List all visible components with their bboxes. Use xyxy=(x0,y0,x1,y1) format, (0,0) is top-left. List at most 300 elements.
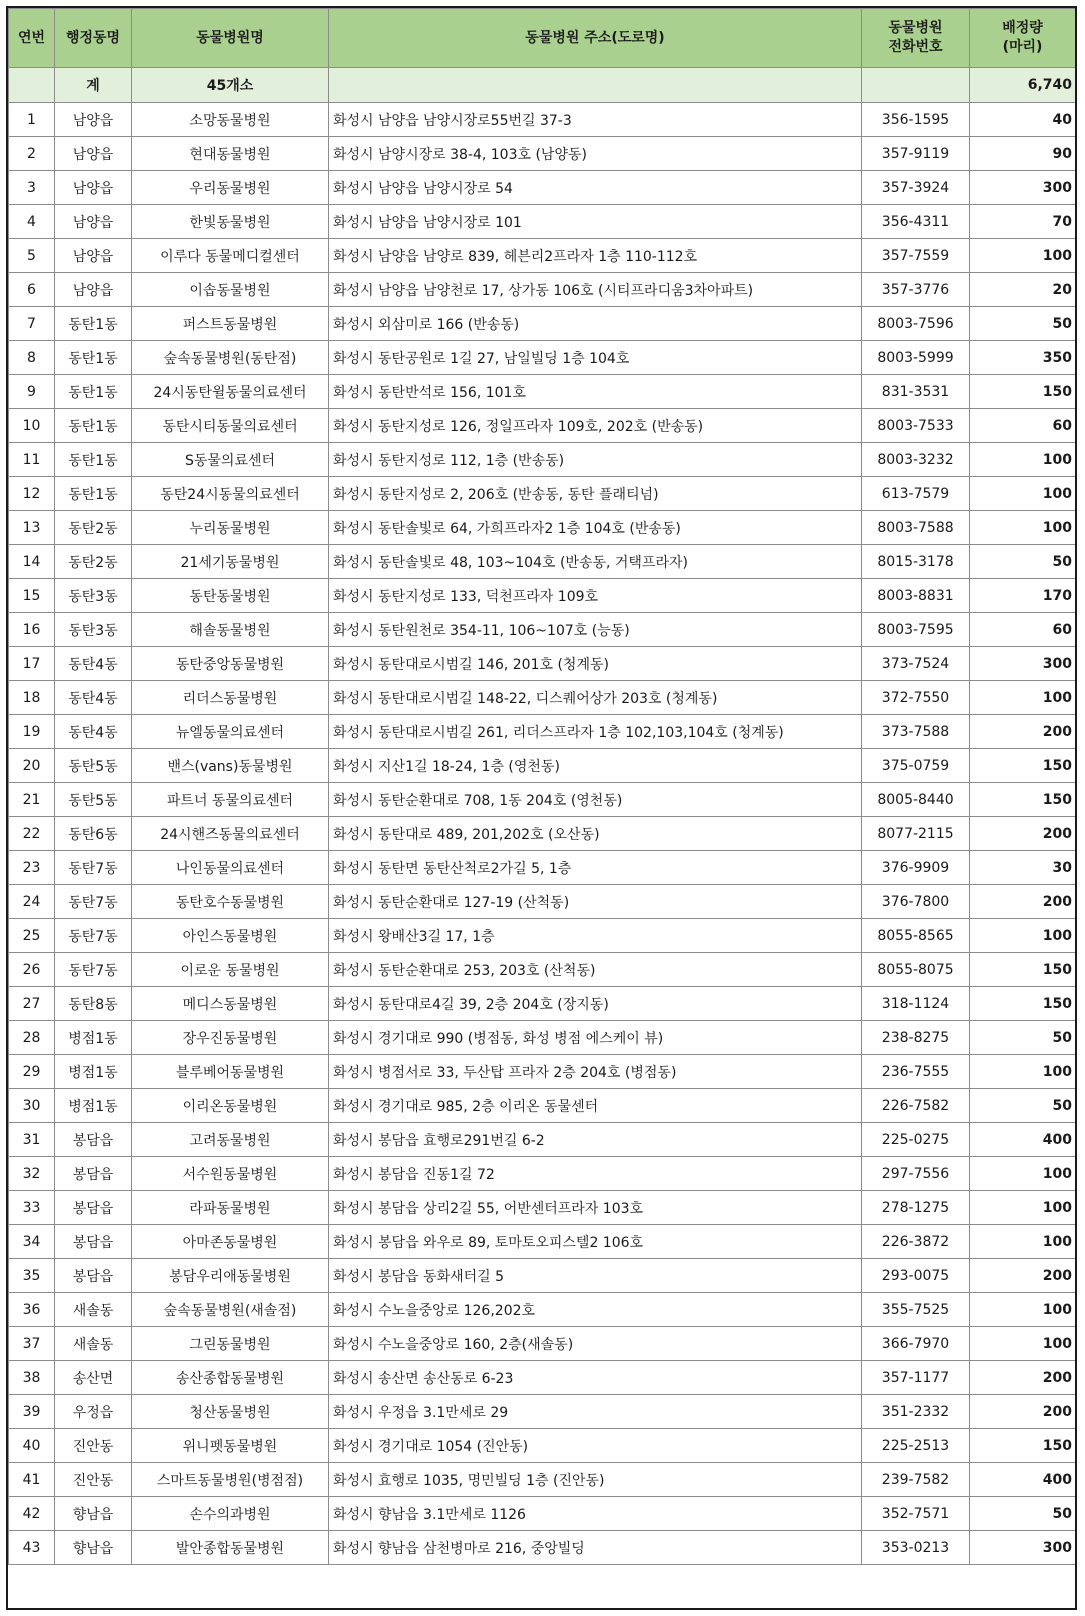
cell-hospital-name: 서수원동물병원 xyxy=(132,1157,329,1191)
table-row xyxy=(9,1531,1076,1565)
cell-hospital-name: 현대동물병원 xyxy=(132,137,329,171)
table-row xyxy=(9,681,1076,715)
cell-no: 43 xyxy=(9,1531,55,1565)
cell-address: 화성시 동탄대로시범길 148-22, 디스퀘어상가 203호 (청계동) xyxy=(329,681,862,715)
table-row xyxy=(9,1191,1076,1225)
header-qty-line2: (마리) xyxy=(1002,39,1043,55)
cell-tel: 8005-8440 xyxy=(862,783,970,817)
cell-no: 23 xyxy=(9,851,55,885)
cell-tel: 293-0075 xyxy=(862,1259,970,1293)
table-row xyxy=(9,1463,1076,1497)
header-qty xyxy=(970,9,1076,68)
table-row xyxy=(9,987,1076,1021)
cell-quantity: 100 xyxy=(970,443,1076,477)
cell-tel: 297-7556 xyxy=(862,1157,970,1191)
cell-hospital-name: S동물의료센터 xyxy=(132,443,329,477)
cell-no: 34 xyxy=(9,1225,55,1259)
cell-dong: 동탄4동 xyxy=(55,715,132,749)
table-row xyxy=(9,1259,1076,1293)
cell-dong: 동탄1동 xyxy=(55,409,132,443)
cell-no: 24 xyxy=(9,885,55,919)
table-row xyxy=(9,103,1076,137)
table-row xyxy=(9,579,1076,613)
cell-no: 41 xyxy=(9,1463,55,1497)
cell-tel: 8003-7595 xyxy=(862,613,970,647)
table-row xyxy=(9,137,1076,171)
cell-quantity: 60 xyxy=(970,409,1076,443)
table-row xyxy=(9,783,1076,817)
table-row xyxy=(9,919,1076,953)
table-row xyxy=(9,375,1076,409)
cell-tel: 8003-5999 xyxy=(862,341,970,375)
cell-address: 화성시 왕배산3길 17, 1층 xyxy=(329,919,862,953)
cell-no: 28 xyxy=(9,1021,55,1055)
cell-dong: 남양읍 xyxy=(55,239,132,273)
cell-quantity: 100 xyxy=(970,511,1076,545)
cell-address: 화성시 지산1길 18-24, 1층 (영천동) xyxy=(329,749,862,783)
cell-address: 화성시 경기대로 985, 2층 이리온 동물센터 xyxy=(329,1089,862,1123)
cell-dong: 동탄3동 xyxy=(55,613,132,647)
total-count: 45개소 xyxy=(132,68,329,103)
cell-dong: 병점1동 xyxy=(55,1055,132,1089)
cell-hospital-name: 밴스(vans)동물병원 xyxy=(132,749,329,783)
cell-tel: 357-7559 xyxy=(862,239,970,273)
cell-quantity: 100 xyxy=(970,239,1076,273)
cell-no: 1 xyxy=(9,103,55,137)
cell-dong: 동탄4동 xyxy=(55,647,132,681)
cell-tel: 225-0275 xyxy=(862,1123,970,1157)
cell-hospital-name: 숲속동물병원(동탄점) xyxy=(132,341,329,375)
cell-hospital-name: 손수의과병원 xyxy=(132,1497,329,1531)
cell-quantity: 300 xyxy=(970,171,1076,205)
cell-dong: 향남읍 xyxy=(55,1531,132,1565)
cell-quantity: 100 xyxy=(970,477,1076,511)
cell-quantity: 100 xyxy=(970,681,1076,715)
cell-quantity: 200 xyxy=(970,817,1076,851)
cell-hospital-name: 숲속동물병원(새솔점) xyxy=(132,1293,329,1327)
table-row xyxy=(9,1327,1076,1361)
cell-hospital-name: 고려동물병원 xyxy=(132,1123,329,1157)
cell-address: 화성시 동탄순환대로 127-19 (산척동) xyxy=(329,885,862,919)
cell-quantity: 150 xyxy=(970,987,1076,1021)
cell-no: 4 xyxy=(9,205,55,239)
header-tel xyxy=(862,9,970,68)
table-row xyxy=(9,273,1076,307)
cell-dong: 새솔동 xyxy=(55,1293,132,1327)
cell-tel: 353-0213 xyxy=(862,1531,970,1565)
cell-quantity: 150 xyxy=(970,375,1076,409)
cell-hospital-name: 나인동물의료센터 xyxy=(132,851,329,885)
cell-address: 화성시 효행로 1035, 명민빌딩 1층 (진안동) xyxy=(329,1463,862,1497)
cell-hospital-name: 뉴엘동물의료센터 xyxy=(132,715,329,749)
table-row xyxy=(9,1021,1076,1055)
table-row xyxy=(9,1395,1076,1429)
cell-address: 화성시 동탄순환대로 708, 1동 204호 (영천동) xyxy=(329,783,862,817)
cell-dong: 동탄5동 xyxy=(55,783,132,817)
cell-hospital-name: 스마트동물병원(병점점) xyxy=(132,1463,329,1497)
cell-address: 화성시 동탄공원로 1길 27, 남일빌딩 1층 104호 xyxy=(329,341,862,375)
cell-hospital-name: 메디스동물병원 xyxy=(132,987,329,1021)
cell-hospital-name: 우리동물병원 xyxy=(132,171,329,205)
cell-tel: 366-7970 xyxy=(862,1327,970,1361)
table-row xyxy=(9,1055,1076,1089)
cell-address: 화성시 봉담읍 와우로 89, 토마토오피스텔2 106호 xyxy=(329,1225,862,1259)
cell-dong: 동탄1동 xyxy=(55,477,132,511)
cell-dong: 남양읍 xyxy=(55,103,132,137)
header-name: 동물병원명 xyxy=(132,9,329,68)
cell-quantity: 20 xyxy=(970,273,1076,307)
cell-no: 32 xyxy=(9,1157,55,1191)
cell-no: 15 xyxy=(9,579,55,613)
cell-tel: 357-3776 xyxy=(862,273,970,307)
cell-hospital-name: 아마존동물병원 xyxy=(132,1225,329,1259)
cell-tel: 356-1595 xyxy=(862,103,970,137)
cell-hospital-name: 발안종합동물병원 xyxy=(132,1531,329,1565)
cell-no: 37 xyxy=(9,1327,55,1361)
cell-hospital-name: 이루다 동물메디컬센터 xyxy=(132,239,329,273)
cell-quantity: 150 xyxy=(970,1429,1076,1463)
cell-no: 29 xyxy=(9,1055,55,1089)
cell-tel: 236-7555 xyxy=(862,1055,970,1089)
cell-dong: 봉담읍 xyxy=(55,1123,132,1157)
cell-no: 14 xyxy=(9,545,55,579)
total-address xyxy=(329,68,862,103)
cell-no: 18 xyxy=(9,681,55,715)
table-row xyxy=(9,1361,1076,1395)
cell-quantity: 50 xyxy=(970,307,1076,341)
header-dong: 행정동명 xyxy=(55,9,132,68)
cell-quantity: 200 xyxy=(970,715,1076,749)
cell-quantity: 30 xyxy=(970,851,1076,885)
table-row xyxy=(9,477,1076,511)
table-row xyxy=(9,1429,1076,1463)
cell-address: 화성시 수노을중앙로 160, 2층(새솔동) xyxy=(329,1327,862,1361)
table-row xyxy=(9,749,1076,783)
cell-address: 화성시 동탄면 동탄산척로2가길 5, 1층 xyxy=(329,851,862,885)
cell-no: 38 xyxy=(9,1361,55,1395)
header-row xyxy=(9,9,1076,68)
cell-dong: 병점1동 xyxy=(55,1089,132,1123)
cell-no: 39 xyxy=(9,1395,55,1429)
cell-tel: 376-9909 xyxy=(862,851,970,885)
cell-tel: 318-1124 xyxy=(862,987,970,1021)
cell-quantity: 100 xyxy=(970,1293,1076,1327)
cell-quantity: 200 xyxy=(970,1259,1076,1293)
cell-dong: 병점1동 xyxy=(55,1021,132,1055)
cell-quantity: 200 xyxy=(970,1395,1076,1429)
cell-address: 화성시 남양읍 남양로 839, 헤븐리2프라자 1층 110-112호 xyxy=(329,239,862,273)
cell-hospital-name: 동탄동물병원 xyxy=(132,579,329,613)
cell-hospital-name: 한빛동물병원 xyxy=(132,205,329,239)
cell-dong: 동탄2동 xyxy=(55,511,132,545)
cell-quantity: 100 xyxy=(970,1327,1076,1361)
cell-tel: 357-9119 xyxy=(862,137,970,171)
cell-dong: 동탄1동 xyxy=(55,341,132,375)
cell-address: 화성시 동탄반석로 156, 101호 xyxy=(329,375,862,409)
cell-dong: 남양읍 xyxy=(55,171,132,205)
total-label: 계 xyxy=(55,68,132,103)
cell-no: 11 xyxy=(9,443,55,477)
header-tel-line2: 전화번호 xyxy=(888,39,943,55)
cell-dong: 남양읍 xyxy=(55,273,132,307)
cell-tel: 373-7588 xyxy=(862,715,970,749)
cell-tel: 278-1275 xyxy=(862,1191,970,1225)
cell-tel: 357-1177 xyxy=(862,1361,970,1395)
cell-tel: 613-7579 xyxy=(862,477,970,511)
cell-hospital-name: 24시핸즈동물의료센터 xyxy=(132,817,329,851)
cell-address: 화성시 봉담읍 상리2길 55, 어반센터프라자 103호 xyxy=(329,1191,862,1225)
table-row xyxy=(9,613,1076,647)
cell-dong: 송산면 xyxy=(55,1361,132,1395)
table-row xyxy=(9,1089,1076,1123)
cell-quantity: 150 xyxy=(970,783,1076,817)
cell-hospital-name: 누리동물병원 xyxy=(132,511,329,545)
cell-tel: 8003-8831 xyxy=(862,579,970,613)
cell-quantity: 100 xyxy=(970,1191,1076,1225)
cell-quantity: 100 xyxy=(970,919,1076,953)
cell-no: 30 xyxy=(9,1089,55,1123)
header-no: 연번 xyxy=(9,9,55,68)
cell-address: 화성시 수노을중앙로 126,202호 xyxy=(329,1293,862,1327)
cell-dong: 동탄3동 xyxy=(55,579,132,613)
header-address: 동물병원 주소(도로명) xyxy=(329,9,862,68)
cell-tel: 8003-3232 xyxy=(862,443,970,477)
cell-no: 13 xyxy=(9,511,55,545)
cell-tel: 8015-3178 xyxy=(862,545,970,579)
cell-address: 화성시 동탄지성로 2, 206호 (반송동, 동탄 플래티넘) xyxy=(329,477,862,511)
cell-address: 화성시 동탄원천로 354-11, 106~107호 (능동) xyxy=(329,613,862,647)
cell-address: 화성시 경기대로 990 (병점동, 화성 병점 에스케이 뷰) xyxy=(329,1021,862,1055)
cell-hospital-name: 위니펫동물병원 xyxy=(132,1429,329,1463)
cell-no: 42 xyxy=(9,1497,55,1531)
cell-address: 화성시 동탄대로시범길 146, 201호 (청계동) xyxy=(329,647,862,681)
cell-dong: 봉담읍 xyxy=(55,1259,132,1293)
cell-no: 10 xyxy=(9,409,55,443)
cell-dong: 동탄7동 xyxy=(55,953,132,987)
cell-dong: 동탄8동 xyxy=(55,987,132,1021)
cell-dong: 진안동 xyxy=(55,1463,132,1497)
cell-tel: 225-2513 xyxy=(862,1429,970,1463)
cell-quantity: 300 xyxy=(970,647,1076,681)
table-row xyxy=(9,1497,1076,1531)
cell-quantity: 50 xyxy=(970,1021,1076,1055)
cell-address: 화성시 우정읍 3.1만세로 29 xyxy=(329,1395,862,1429)
cell-quantity: 50 xyxy=(970,545,1076,579)
table-row xyxy=(9,817,1076,851)
cell-hospital-name: 블루베어동물병원 xyxy=(132,1055,329,1089)
cell-no: 3 xyxy=(9,171,55,205)
cell-no: 6 xyxy=(9,273,55,307)
cell-address: 화성시 동탄솔빛로 64, 가희프라자2 1층 104호 (반송동) xyxy=(329,511,862,545)
cell-dong: 동탄7동 xyxy=(55,885,132,919)
cell-quantity: 60 xyxy=(970,613,1076,647)
cell-no: 22 xyxy=(9,817,55,851)
cell-quantity: 100 xyxy=(970,1225,1076,1259)
cell-tel: 8003-7533 xyxy=(862,409,970,443)
cell-no: 5 xyxy=(9,239,55,273)
cell-no: 19 xyxy=(9,715,55,749)
cell-address: 화성시 남양시장로 38-4, 103호 (남양동) xyxy=(329,137,862,171)
header-qty-line1: 배정량 xyxy=(1002,20,1043,36)
total-quantity: 6,740 xyxy=(970,68,1076,103)
cell-dong: 우정읍 xyxy=(55,1395,132,1429)
cell-address: 화성시 동탄대로시범길 261, 리더스프라자 1층 102,103,104호 (청계동) xyxy=(329,715,862,749)
cell-address: 화성시 남양읍 남양시장로 101 xyxy=(329,205,862,239)
cell-tel: 372-7550 xyxy=(862,681,970,715)
table-row xyxy=(9,239,1076,273)
cell-quantity: 200 xyxy=(970,885,1076,919)
hospital-table xyxy=(8,8,1076,1565)
cell-quantity: 50 xyxy=(970,1497,1076,1531)
cell-dong: 새솔동 xyxy=(55,1327,132,1361)
cell-address: 화성시 봉담읍 진동1길 72 xyxy=(329,1157,862,1191)
cell-no: 35 xyxy=(9,1259,55,1293)
cell-no: 27 xyxy=(9,987,55,1021)
cell-quantity: 70 xyxy=(970,205,1076,239)
cell-address: 화성시 동탄지성로 126, 정일프라자 109호, 202호 (반송동) xyxy=(329,409,862,443)
cell-tel: 351-2332 xyxy=(862,1395,970,1429)
cell-no: 8 xyxy=(9,341,55,375)
cell-address: 화성시 병점서로 33, 두산탑 프라자 2층 204호 (병점동) xyxy=(329,1055,862,1089)
cell-no: 26 xyxy=(9,953,55,987)
cell-hospital-name: 리더스동물병원 xyxy=(132,681,329,715)
total-row xyxy=(9,68,1076,103)
cell-no: 36 xyxy=(9,1293,55,1327)
cell-address: 화성시 외삼미로 166 (반송동) xyxy=(329,307,862,341)
cell-tel: 375-0759 xyxy=(862,749,970,783)
spreadsheet-frame xyxy=(6,6,1077,1610)
cell-address: 화성시 동탄대로 489, 201,202호 (오산동) xyxy=(329,817,862,851)
cell-address: 화성시 동탄지성로 133, 덕천프라자 109호 xyxy=(329,579,862,613)
cell-no: 40 xyxy=(9,1429,55,1463)
table-row xyxy=(9,341,1076,375)
cell-tel: 831-3531 xyxy=(862,375,970,409)
cell-quantity: 200 xyxy=(970,1361,1076,1395)
cell-no: 17 xyxy=(9,647,55,681)
cell-hospital-name: 동탄시티동물의료센터 xyxy=(132,409,329,443)
cell-hospital-name: 청산동물병원 xyxy=(132,1395,329,1429)
cell-dong: 동탄2동 xyxy=(55,545,132,579)
total-tel xyxy=(862,68,970,103)
cell-tel: 355-7525 xyxy=(862,1293,970,1327)
cell-dong: 동탄7동 xyxy=(55,919,132,953)
cell-hospital-name: 동탄24시동물의료센터 xyxy=(132,477,329,511)
cell-address: 화성시 동탄솔빛로 48, 103~104호 (반송동, 거택프라자) xyxy=(329,545,862,579)
cell-no: 9 xyxy=(9,375,55,409)
cell-hospital-name: 아인스동물병원 xyxy=(132,919,329,953)
cell-dong: 남양읍 xyxy=(55,205,132,239)
cell-hospital-name: 송산종합동물병원 xyxy=(132,1361,329,1395)
header-tel-line1: 동물병원 xyxy=(888,20,943,36)
cell-dong: 동탄6동 xyxy=(55,817,132,851)
cell-hospital-name: 장우진동물병원 xyxy=(132,1021,329,1055)
table-row xyxy=(9,1293,1076,1327)
cell-quantity: 50 xyxy=(970,1089,1076,1123)
table-row xyxy=(9,443,1076,477)
cell-hospital-name: 해솔동물병원 xyxy=(132,613,329,647)
table-row xyxy=(9,1157,1076,1191)
cell-no: 31 xyxy=(9,1123,55,1157)
cell-no: 12 xyxy=(9,477,55,511)
cell-tel: 357-3924 xyxy=(862,171,970,205)
cell-address: 화성시 동탄순환대로 253, 203호 (산척동) xyxy=(329,953,862,987)
cell-hospital-name: 봉담우리애동물병원 xyxy=(132,1259,329,1293)
cell-tel: 8003-7596 xyxy=(862,307,970,341)
cell-dong: 봉담읍 xyxy=(55,1157,132,1191)
cell-address: 화성시 경기대로 1054 (진안동) xyxy=(329,1429,862,1463)
cell-dong: 봉담읍 xyxy=(55,1225,132,1259)
cell-no: 21 xyxy=(9,783,55,817)
cell-tel: 352-7571 xyxy=(862,1497,970,1531)
cell-hospital-name: 이솝동물병원 xyxy=(132,273,329,307)
table-row xyxy=(9,1123,1076,1157)
cell-quantity: 150 xyxy=(970,749,1076,783)
cell-quantity: 350 xyxy=(970,341,1076,375)
cell-hospital-name: 동탄호수동물병원 xyxy=(132,885,329,919)
cell-hospital-name: 소망동물병원 xyxy=(132,103,329,137)
cell-hospital-name: 파트너 동물의료센터 xyxy=(132,783,329,817)
cell-address: 화성시 남양읍 남양시장로 54 xyxy=(329,171,862,205)
table-row xyxy=(9,409,1076,443)
cell-dong: 동탄5동 xyxy=(55,749,132,783)
cell-tel: 8003-7588 xyxy=(862,511,970,545)
cell-address: 화성시 봉담읍 동화새터길 5 xyxy=(329,1259,862,1293)
cell-quantity: 170 xyxy=(970,579,1076,613)
cell-no: 16 xyxy=(9,613,55,647)
cell-dong: 동탄1동 xyxy=(55,307,132,341)
cell-tel: 8077-2115 xyxy=(862,817,970,851)
table-row xyxy=(9,205,1076,239)
cell-tel: 226-3872 xyxy=(862,1225,970,1259)
cell-tel: 376-7800 xyxy=(862,885,970,919)
cell-address: 화성시 남양읍 남양시장로55번길 37-3 xyxy=(329,103,862,137)
table-row xyxy=(9,307,1076,341)
cell-quantity: 400 xyxy=(970,1123,1076,1157)
cell-tel: 8055-8075 xyxy=(862,953,970,987)
cell-address: 화성시 봉담읍 효행로291번길 6-2 xyxy=(329,1123,862,1157)
cell-quantity: 400 xyxy=(970,1463,1076,1497)
cell-hospital-name: 그린동물병원 xyxy=(132,1327,329,1361)
cell-dong: 동탄4동 xyxy=(55,681,132,715)
cell-dong: 남양읍 xyxy=(55,137,132,171)
cell-dong: 동탄1동 xyxy=(55,443,132,477)
cell-address: 화성시 송산면 송산동로 6-23 xyxy=(329,1361,862,1395)
cell-tel: 373-7524 xyxy=(862,647,970,681)
table-row xyxy=(9,171,1076,205)
cell-quantity: 150 xyxy=(970,953,1076,987)
cell-dong: 동탄7동 xyxy=(55,851,132,885)
cell-hospital-name: 퍼스트동물병원 xyxy=(132,307,329,341)
cell-dong: 봉담읍 xyxy=(55,1191,132,1225)
cell-address: 화성시 향남읍 3.1만세로 1126 xyxy=(329,1497,862,1531)
cell-dong: 향남읍 xyxy=(55,1497,132,1531)
total-no xyxy=(9,68,55,103)
cell-tel: 238-8275 xyxy=(862,1021,970,1055)
cell-quantity: 40 xyxy=(970,103,1076,137)
cell-hospital-name: 이리온동물병원 xyxy=(132,1089,329,1123)
cell-no: 33 xyxy=(9,1191,55,1225)
table-row xyxy=(9,647,1076,681)
table-row xyxy=(9,885,1076,919)
table-row xyxy=(9,545,1076,579)
table-row xyxy=(9,511,1076,545)
cell-address: 화성시 남양읍 남양천로 17, 상가동 106호 (시티프라디움3차아파트) xyxy=(329,273,862,307)
cell-tel: 226-7582 xyxy=(862,1089,970,1123)
cell-quantity: 100 xyxy=(970,1055,1076,1089)
table-row xyxy=(9,1225,1076,1259)
table-row xyxy=(9,851,1076,885)
cell-address: 화성시 향남읍 삼천병마로 216, 중앙빌딩 xyxy=(329,1531,862,1565)
